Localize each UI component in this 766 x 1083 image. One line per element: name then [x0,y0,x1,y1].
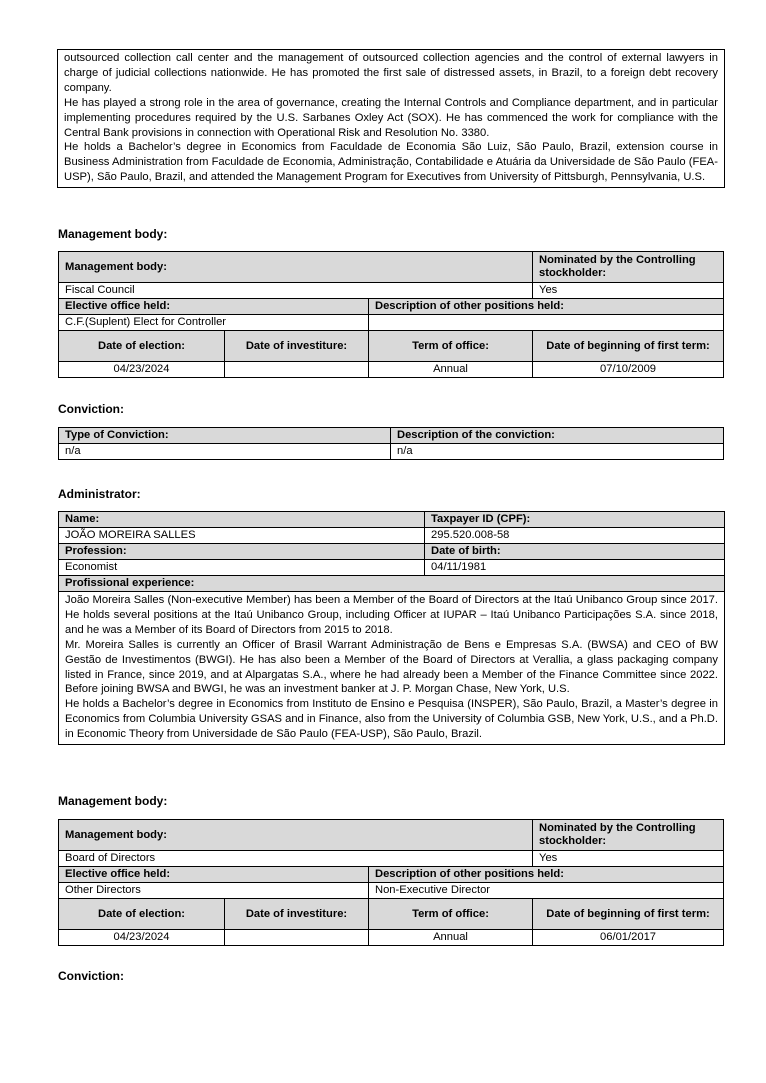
value-elective-office: Other Directors [59,883,369,899]
header-investiture-date: Date of investiture: [225,899,369,930]
header-management-body: Management body: [59,820,533,851]
bio-paragraph: He has played a strong role in the area of governance, creating the Internal Controls and Compliance department, and in particular implementing procedures required by the U.S. Sarbanes Oxley Act (SOX). He has commenced the work for compliance with the Central Bank provisions in connection with Operational Risk and Resolution No. 3380. [64,96,718,139]
header-first-term: Date of beginning of first term: [533,899,724,930]
management-body-table [58,819,724,946]
header-election-date: Date of election: [59,899,225,930]
section-title-administrator: Administrator: [58,487,141,501]
experience-paragraph: He holds a Bachelor’s degree in Economics from Instituto de Ensino e Pesquisa (INSPER), São Paulo, Brazil, a Master’s degree in Economics from Columbia University GSAS and in Finance, also from the University of Columbia GSB, New York, U.S., and a Ph.D. in Economic Theory from Universidade de São Paulo (FEA-USP), São Paulo, Brazil. [65,698,718,741]
header-first-term: Date of beginning of first term: [533,331,724,362]
value-investiture-date [225,930,369,946]
value-name: JOÃO MOREIRA SALLES [59,528,425,544]
header-profession: Profession: [59,544,425,560]
header-elective-office: Elective office held: [59,867,369,883]
header-term: Term of office: [369,331,533,362]
header-management-body: Management body: [59,252,533,283]
value-other-positions [369,315,724,331]
value-election-date: 04/23/2024 [59,930,225,946]
header-birth-date: Date of birth: [425,544,725,560]
value-term: Annual [369,362,533,378]
bio-paragraph: outsourced collection call center and the management of outsourced collection agencies and the control of external lawyers in charge of judicial collections nationwide. He has promoted the first sale of distressed assets, in Brazil, to a foreign debt recovery company. [64,52,718,94]
conviction-table [58,427,724,460]
value-elective-office: C.F.(Suplent) Elect for Controller [59,315,369,331]
experience-paragraph: Mr. Moreira Salles is currently an Officer of Brasil Warrant Administração de Bens e Empresas S.A. (BWSA) and CEO of BW Gestão de Investimentos (BWGI). He has also been a Member of the Board of Directors at Verallia, a glass packaging company listed in France, since 2019, and at Alpargatas S.A., where he had already been a Member of the Finance Committee since 2022. Before joining BWSA and BWGI, he was an investment banker at J. P. Morgan Chase, New York, U.S. [65,638,718,696]
value-other-positions: Non-Executive Director [369,883,724,899]
biography-continuation-box [57,49,725,188]
header-conviction-type: Type of Conviction: [59,428,391,444]
section-title-management-body: Management body: [58,227,168,241]
header-name: Name: [59,512,425,528]
header-nominated: Nominated by the Controlling stockholder: [533,252,724,283]
header-election-date: Date of election: [59,331,225,362]
value-term: Annual [369,930,533,946]
value-management-body: Board of Directors [59,851,533,867]
value-professional-experience [59,592,725,745]
management-body-table [58,251,724,378]
value-cpf: 295.520.008-58 [425,528,725,544]
header-professional-experience: Profissional experience: [59,576,725,592]
bio-paragraph: He holds a Bachelor’s degree in Economics from Faculdade de Economia São Luiz, São Paulo, Brazil, extension course in Business Administration from Faculdade de Economia, Administração, Contabilidade e Atuária da Universidade de São Paulo (FEA-USP), São Paulo, Brazil, and attended the Management Program for Executives from University of Pittsburgh, Pennsylvania, U.S. [64,141,718,184]
value-conviction-type: n/a [59,444,391,460]
value-nominated: Yes [533,283,724,299]
header-other-positions: Description of other positions held: [369,299,724,315]
header-other-positions: Description of other positions held: [369,867,724,883]
administrator-table [58,511,725,745]
header-cpf: Taxpayer ID (CPF): [425,512,725,528]
section-title-conviction: Conviction: [58,969,124,983]
value-election-date: 04/23/2024 [59,362,225,378]
value-first-term: 07/10/2009 [533,362,724,378]
header-conviction-description: Description of the conviction: [391,428,724,444]
value-conviction-description: n/a [391,444,724,460]
value-profession: Economist [59,560,425,576]
section-title-management-body: Management body: [58,794,168,808]
experience-paragraph: João Moreira Salles (Non-executive Member) has been a Member of the Board of Directors at the Itaú Unibanco Group since 2017. He holds several positions at the Itaú Unibanco Group, including Officer at IUPAR – Itaú Unibanco Participações S.A. since 2018, and he was a Member of its Board of Directors from 2015 to 2018. [65,594,718,636]
value-management-body: Fiscal Council [59,283,533,299]
header-nominated: Nominated by the Controlling stockholder: [533,820,724,851]
value-nominated: Yes [533,851,724,867]
section-title-conviction: Conviction: [58,402,124,416]
header-elective-office: Elective office held: [59,299,369,315]
value-first-term: 06/01/2017 [533,930,724,946]
header-term: Term of office: [369,899,533,930]
value-birth-date: 04/11/1981 [425,560,725,576]
header-investiture-date: Date of investiture: [225,331,369,362]
value-investiture-date [225,362,369,378]
